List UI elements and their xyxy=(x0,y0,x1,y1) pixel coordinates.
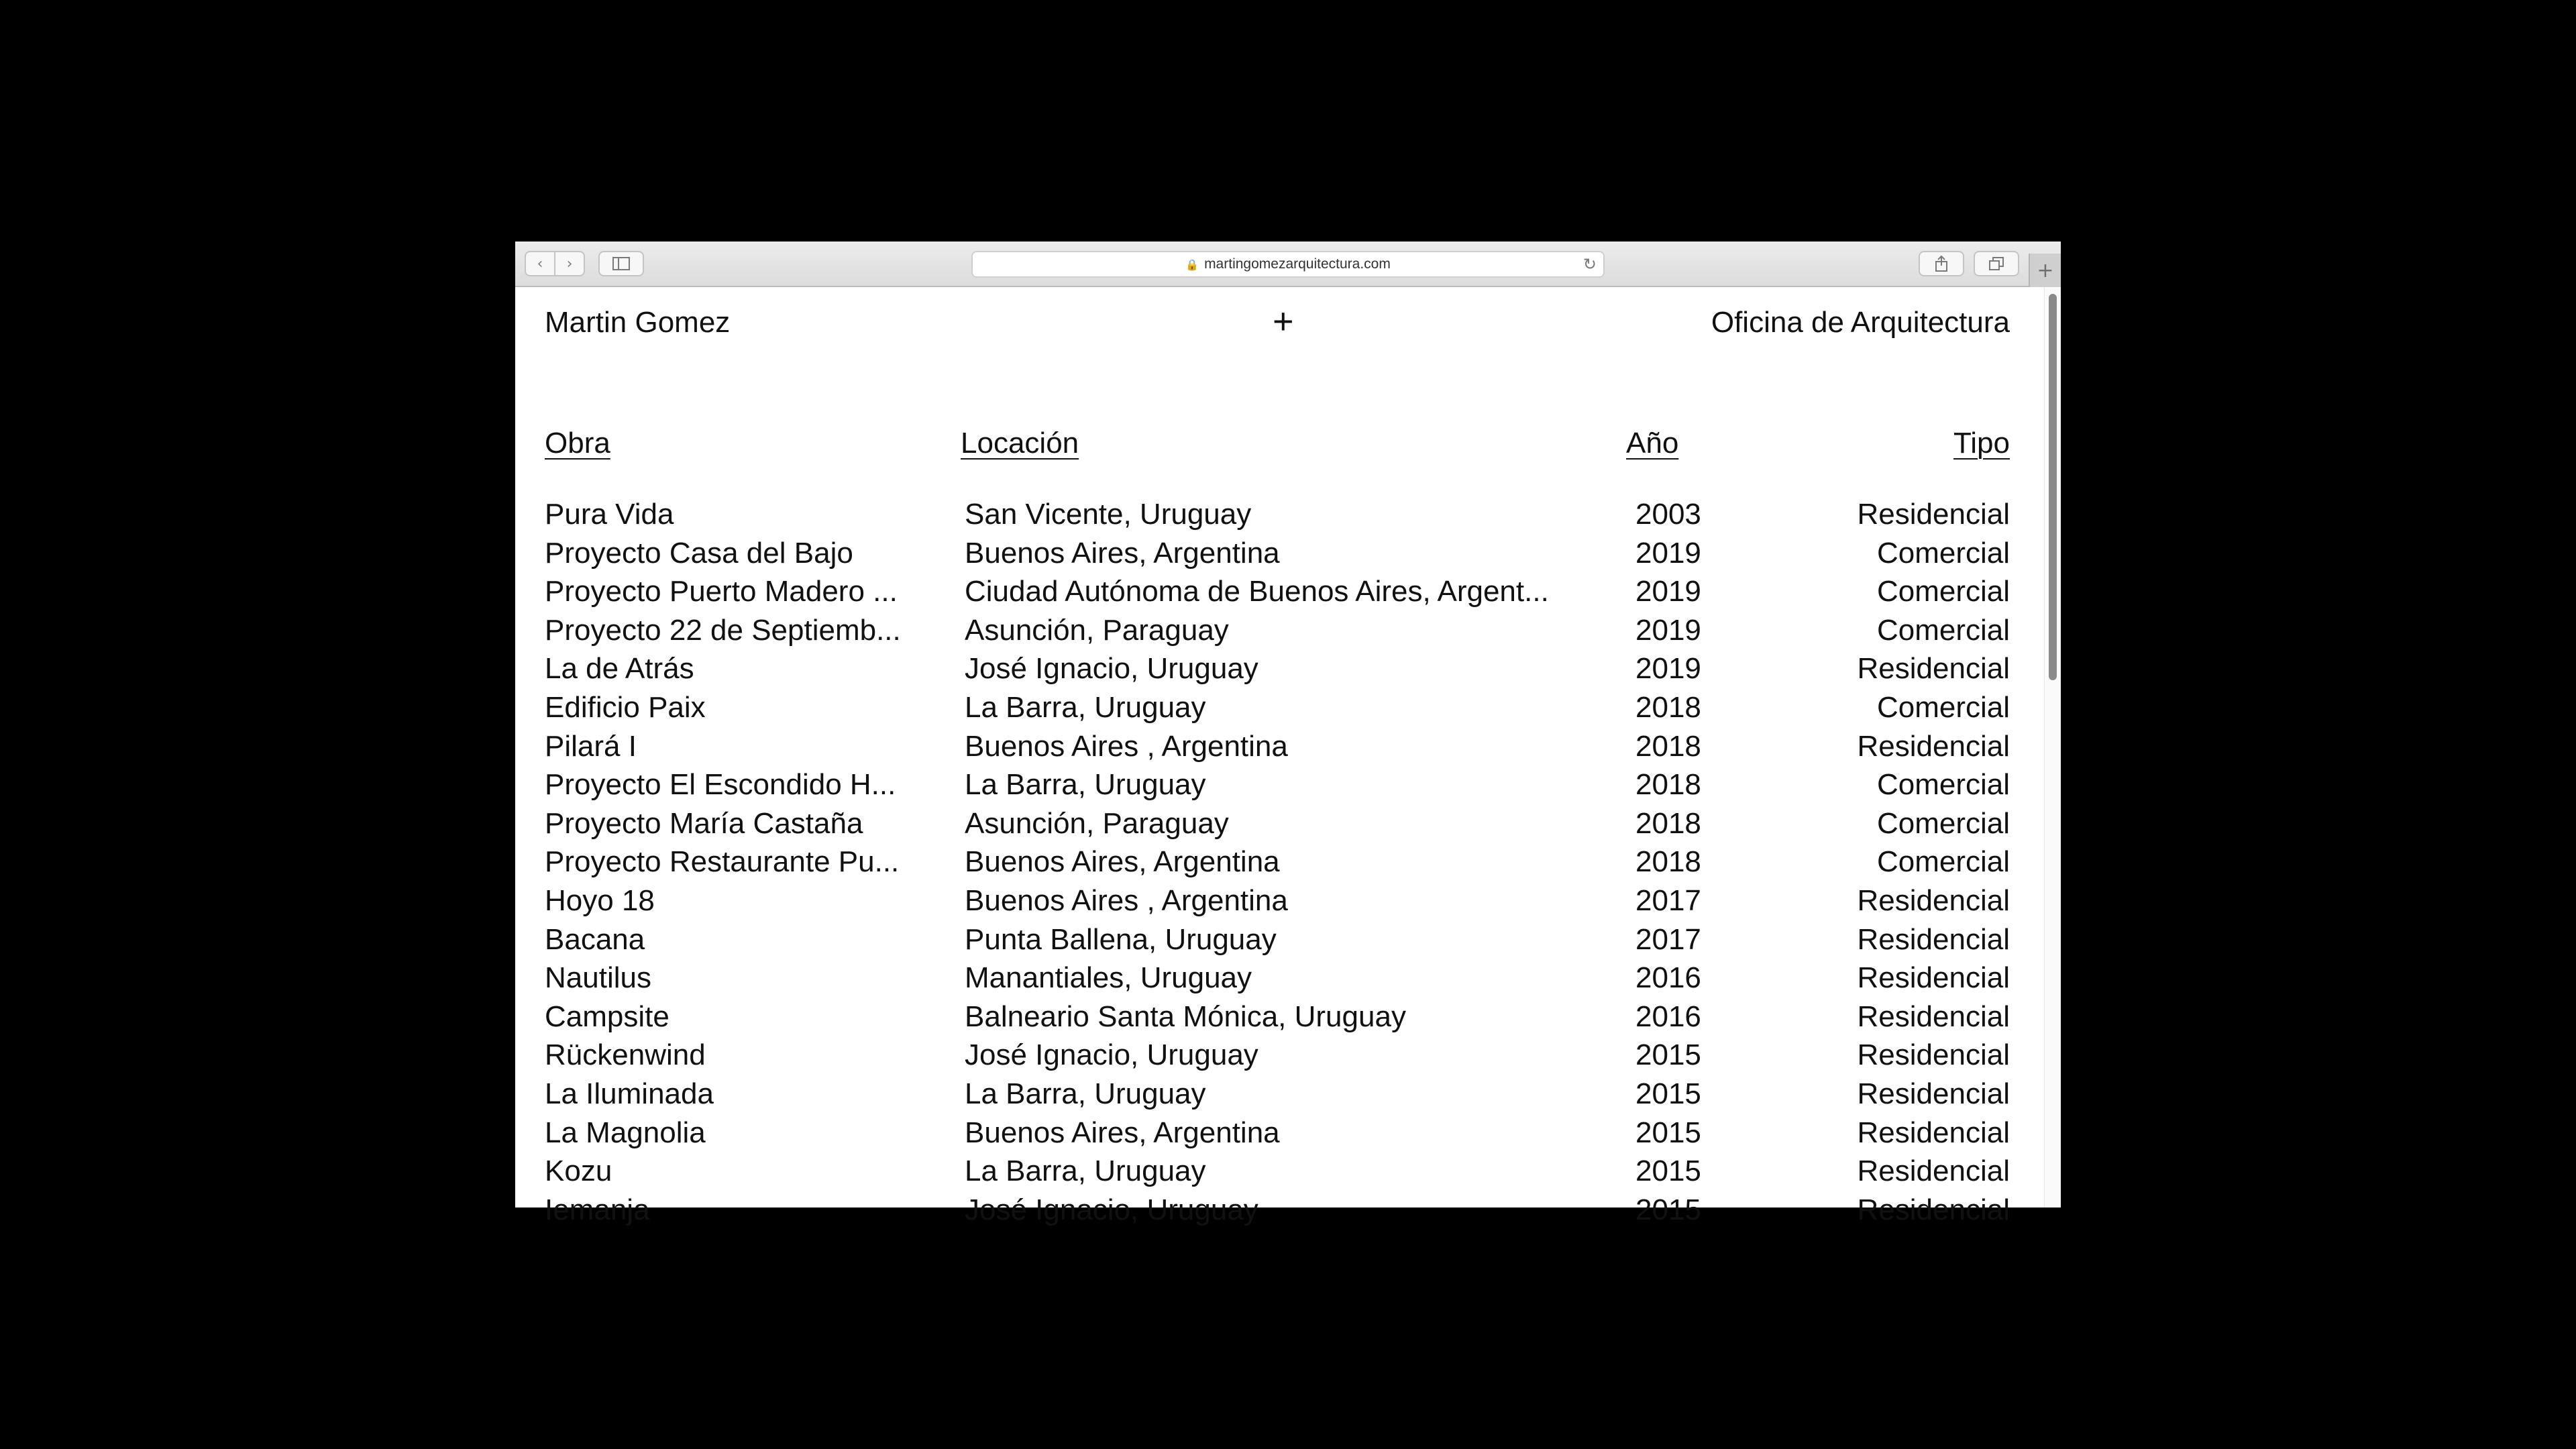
project-year: 2015 xyxy=(1635,1038,1701,1072)
project-name: La de Atrás xyxy=(545,652,694,686)
project-year: 2019 xyxy=(1635,652,1701,686)
project-location: La Barra, Uruguay xyxy=(965,768,1206,802)
project-name: Campsite xyxy=(545,1000,669,1033)
table-row[interactable] xyxy=(545,495,2010,534)
project-location: José Ignacio, Uruguay xyxy=(965,652,1258,686)
table-row[interactable] xyxy=(545,534,2010,573)
project-name: Proyecto Puerto Madero ... xyxy=(545,575,898,608)
project-type: Comercial xyxy=(1876,845,2010,879)
project-name: La Magnolia xyxy=(545,1116,706,1149)
project-year: 2015 xyxy=(1635,1077,1701,1110)
project-name: Rückenwind xyxy=(545,1038,706,1072)
sidebar-icon xyxy=(612,257,630,270)
page-content xyxy=(515,287,2061,1226)
project-type: Residencial xyxy=(1857,652,2010,686)
project-type: Comercial xyxy=(1876,806,2010,840)
project-type: Residencial xyxy=(1857,1116,2010,1149)
site-name-link[interactable]: Martin Gomez xyxy=(545,306,731,339)
project-type: Comercial xyxy=(1876,613,2010,647)
project-location: La Barra, Uruguay xyxy=(965,1155,1206,1188)
project-name: Iemanja xyxy=(545,1193,650,1226)
table-row[interactable] xyxy=(545,727,2010,766)
project-year: 2017 xyxy=(1635,883,1701,917)
table-row[interactable] xyxy=(545,765,2010,804)
tabs-overview-button[interactable] xyxy=(1974,251,2019,276)
project-location: José Ignacio, Uruguay xyxy=(965,1193,1258,1226)
project-name: Proyecto El Escondido H... xyxy=(545,768,896,802)
project-location: La Barra, Uruguay xyxy=(965,1077,1206,1110)
project-location: Punta Ballena, Uruguay xyxy=(965,922,1277,956)
project-year: 2003 xyxy=(1635,498,1701,531)
project-location: San Vicente, Uruguay xyxy=(965,498,1252,531)
table-row[interactable] xyxy=(545,572,2010,611)
project-year: 2015 xyxy=(1635,1193,1701,1226)
table-row[interactable] xyxy=(545,959,2010,998)
project-year: 2018 xyxy=(1635,729,1701,763)
project-year: 2019 xyxy=(1635,536,1701,570)
project-location: Buenos Aires, Argentina xyxy=(965,845,1280,879)
project-type: Residencial xyxy=(1857,498,2010,531)
project-type: Residencial xyxy=(1857,883,2010,917)
site-header xyxy=(545,294,2010,347)
project-name: Proyecto María Castaña xyxy=(545,806,863,840)
site-tagline-link[interactable]: Oficina de Arquitectura xyxy=(1711,306,2010,339)
lock-icon: 🔒 xyxy=(1185,258,1199,271)
project-year: 2017 xyxy=(1635,922,1701,956)
plus-icon: + xyxy=(2037,258,2054,282)
scrollbar-thumb[interactable] xyxy=(2049,294,2057,680)
project-name: Proyecto Casa del Bajo xyxy=(545,536,853,570)
project-year: 2018 xyxy=(1635,690,1701,724)
table-row[interactable] xyxy=(545,881,2010,920)
project-name: Nautilus xyxy=(545,961,651,995)
projects-list xyxy=(545,495,2010,1229)
project-name: Proyecto Restaurante Pu... xyxy=(545,845,900,879)
project-year: 2018 xyxy=(1635,845,1701,879)
column-header-tipo[interactable]: Tipo xyxy=(1953,427,2010,460)
chevron-right-icon: › xyxy=(566,255,573,272)
share-icon xyxy=(1934,255,1949,272)
project-year: 2015 xyxy=(1635,1116,1701,1149)
browser-window xyxy=(515,241,2061,1226)
project-name: Hoyo 18 xyxy=(545,883,655,917)
table-row[interactable] xyxy=(545,804,2010,843)
project-location: Manantiales, Uruguay xyxy=(965,961,1252,995)
reload-icon[interactable]: ↻ xyxy=(1582,255,1597,274)
project-year: 2015 xyxy=(1635,1155,1701,1188)
project-year: 2019 xyxy=(1635,613,1701,647)
project-location: Asunción, Paraguay xyxy=(965,613,1229,647)
table-row[interactable] xyxy=(545,1191,2010,1230)
project-year: 2016 xyxy=(1635,1000,1701,1033)
table-row[interactable] xyxy=(545,611,2010,650)
url-text: martingomezarquitectura.com xyxy=(1204,256,1391,272)
project-location: Asunción, Paraguay xyxy=(965,806,1229,840)
project-location: José Ignacio, Uruguay xyxy=(965,1038,1258,1072)
table-row[interactable] xyxy=(545,649,2010,688)
browser-toolbar xyxy=(515,241,2061,287)
project-location: Ciudad Autónoma de Buenos Aires, Argent... xyxy=(965,575,1549,608)
project-type: Comercial xyxy=(1876,575,2010,608)
address-bar[interactable] xyxy=(971,251,1605,278)
project-location: Buenos Aires, Argentina xyxy=(965,1116,1280,1149)
table-row[interactable] xyxy=(545,843,2010,881)
project-type: Residencial xyxy=(1857,729,2010,763)
project-type: Residencial xyxy=(1857,1077,2010,1110)
project-type: Residencial xyxy=(1857,961,2010,995)
chevron-left-icon: ‹ xyxy=(537,255,543,272)
sidebar-toggle-button[interactable] xyxy=(598,251,644,276)
project-location: La Barra, Uruguay xyxy=(965,690,1206,724)
project-type: Comercial xyxy=(1876,536,2010,570)
project-name: Proyecto 22 de Septiemb... xyxy=(545,613,901,647)
scrollbar[interactable] xyxy=(2044,287,2061,1208)
table-row[interactable] xyxy=(545,920,2010,959)
table-row[interactable] xyxy=(545,1036,2010,1075)
tabs-icon xyxy=(1988,256,2004,271)
project-type: Residencial xyxy=(1857,1155,2010,1188)
project-year: 2019 xyxy=(1635,575,1701,608)
project-location: Buenos Aires , Argentina xyxy=(965,883,1288,917)
forward-button[interactable] xyxy=(554,251,585,276)
project-type: Comercial xyxy=(1876,690,2010,724)
column-header-anio[interactable]: Año xyxy=(1626,427,1679,460)
project-name: Edificio Paix xyxy=(545,690,706,724)
column-header-locacion[interactable]: Locación xyxy=(961,427,1079,460)
project-location: Buenos Aires, Argentina xyxy=(965,536,1280,570)
project-type: Residencial xyxy=(1857,1193,2010,1226)
project-type: Residencial xyxy=(1857,1000,2010,1033)
new-tab-button[interactable] xyxy=(2029,254,2061,287)
share-button[interactable] xyxy=(1919,251,1964,276)
project-type: Residencial xyxy=(1857,922,2010,956)
back-button[interactable] xyxy=(525,251,555,276)
project-location: Buenos Aires , Argentina xyxy=(965,729,1288,763)
table-row[interactable] xyxy=(545,1152,2010,1191)
table-row[interactable] xyxy=(545,688,2010,727)
column-header-obra[interactable]: Obra xyxy=(545,427,610,460)
project-name: La Iluminada xyxy=(545,1077,714,1110)
project-name: Bacana xyxy=(545,922,645,956)
menu-plus-button[interactable]: + xyxy=(1273,301,1294,341)
project-year: 2018 xyxy=(1635,806,1701,840)
project-year: 2018 xyxy=(1635,768,1701,802)
project-location: Balneario Santa Mónica, Uruguay xyxy=(965,1000,1406,1033)
project-type: Residencial xyxy=(1857,1038,2010,1072)
project-name: Kozu xyxy=(545,1155,612,1188)
table-row[interactable] xyxy=(545,1075,2010,1114)
table-row[interactable] xyxy=(545,1114,2010,1152)
project-name: Pilará I xyxy=(545,729,637,763)
project-name: Pura Vida xyxy=(545,498,674,531)
table-row[interactable] xyxy=(545,998,2010,1036)
project-year: 2016 xyxy=(1635,961,1701,995)
project-type: Comercial xyxy=(1876,768,2010,802)
